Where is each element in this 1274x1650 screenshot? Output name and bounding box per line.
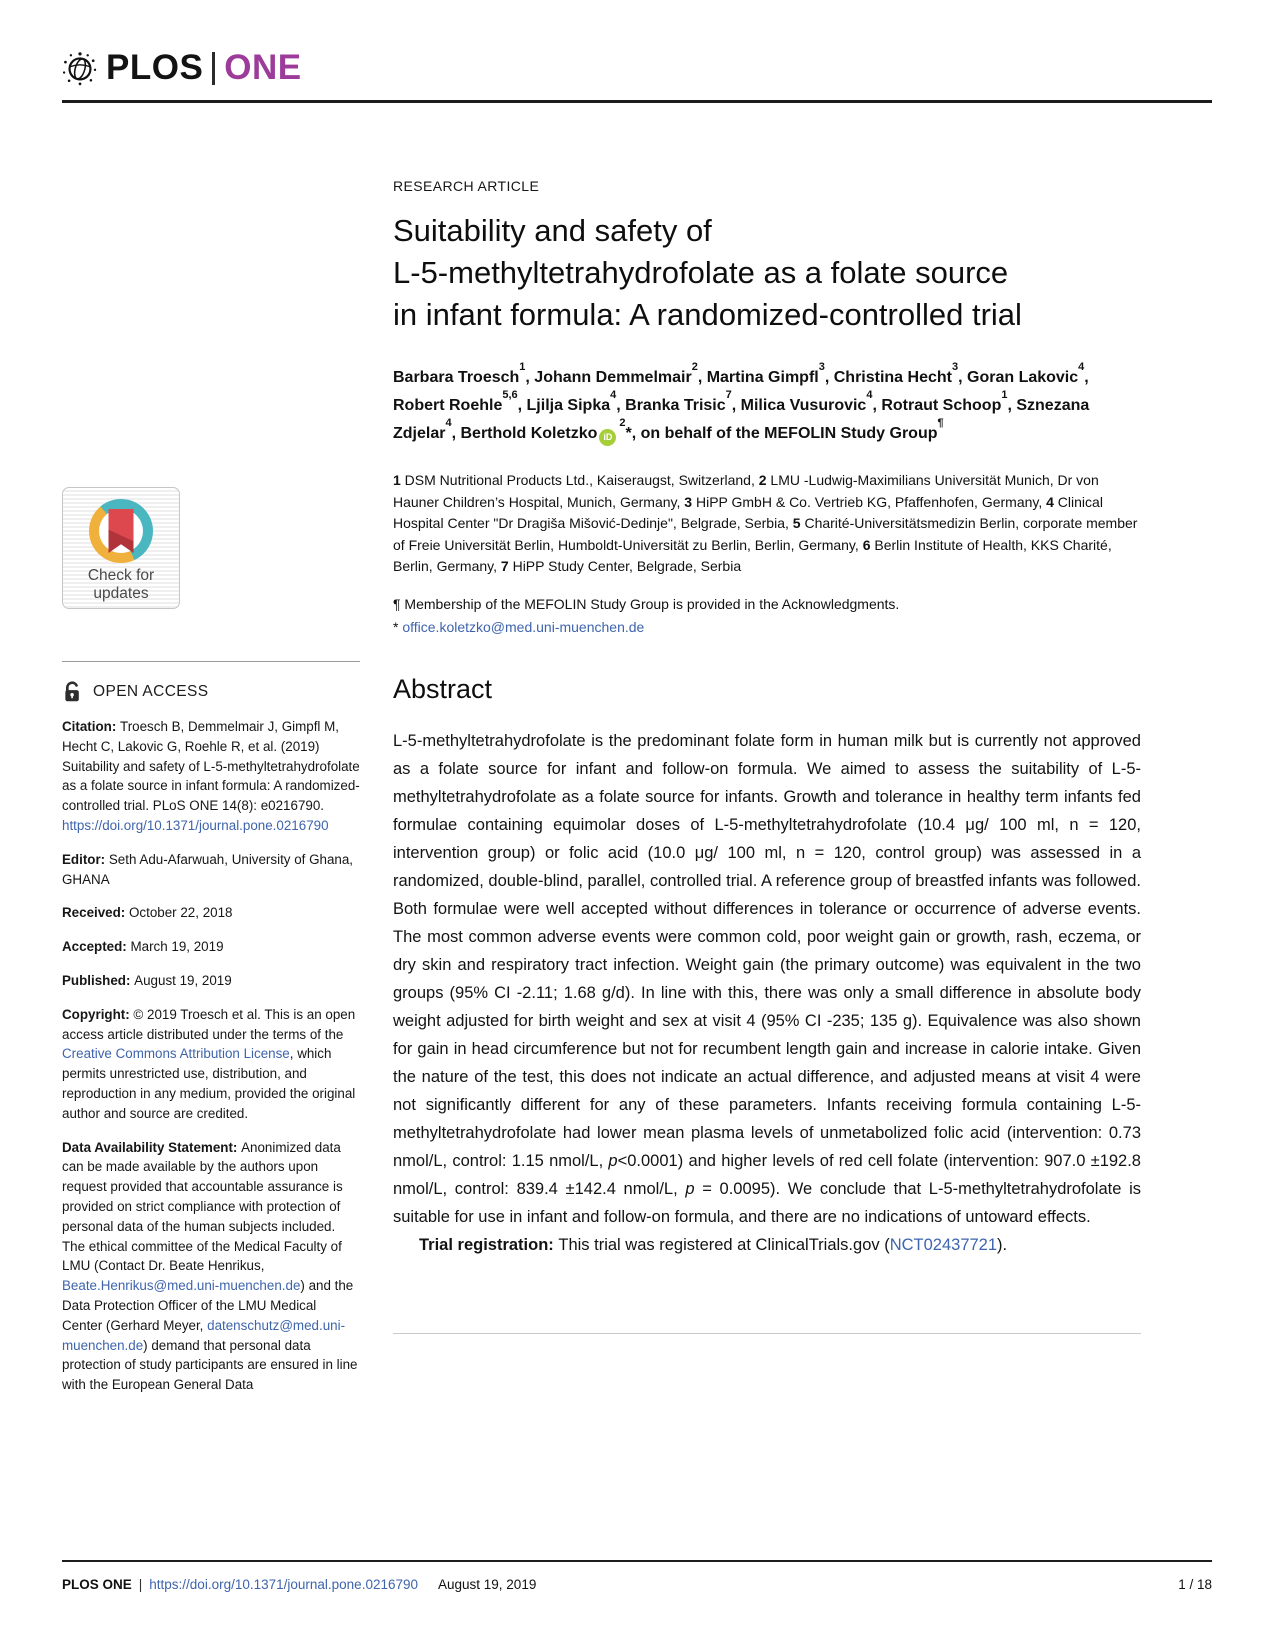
- text-segment: L-5-methyltetrahydrofolate is the predominant folate form in human milk but is currently not approved as a folate source for infant and follow-on formula. We aimed to assess the suitability of L-5-methyltetrahydrofolate as a folate source for infants. Growth and tolerance in healthy term infants fed formulae containing equimolar doses of L-5-methyltetrahydrofolate (10.4 μg/ 100 ml, n = 120, intervention group) or folic acid (10.0 μg/ 100 ml, n = 120, control group) was assessed in a randomized, double-blind, parallel, controlled trial. A reference group of breastfed infants was followed. Both formulae were well accepted without differences in tolerance or occurrence of adverse events. The most common adverse events were common cold, poor weight gain or growth, rash, eczema, or dry skin and respiratory tract infection. Weight gain (the primary outcome) was equivalent in the two groups (95% CI -2.11; 1.68 g/d). In line with this, there was only a small difference in absolute body weight adjusted for birth weight and sex at visit 4 (95% CI -235; 135 g). Equivalence was also shown for gain in head circumference but not for recumbent length gain and increase in calorie intake. Given the nature of the test, this does not indicate an actual difference, and adjusted means at visit 4 were not significantly different for any of these parameters. Infants receiving formula containing L-5-methyltetrahydrofolate had lower mean plasma levels of unmetabolized folic acid (intervention: 0.73 nmol/L, control: 1.15 nmol/L,: [393, 731, 1141, 1170]
- text-segment: , Rotraut Schoop: [872, 397, 1002, 414]
- trial-registration-link[interactable]: NCT02437721: [889, 1235, 998, 1254]
- header-rule: [62, 100, 1212, 103]
- text-segment: 4: [445, 416, 452, 429]
- text-segment: 7: [500, 558, 509, 574]
- text-segment: DSM Nutritional Products Ltd., Kaiseraugst, Switzerland,: [400, 472, 759, 488]
- text-segment: Seth Adu-Afarwuah, University of Ghana, GHANA: [62, 851, 354, 887]
- plos-globe-icon: [60, 48, 100, 88]
- text-segment: 4: [610, 388, 617, 401]
- text-segment: 2: [691, 360, 698, 373]
- text-segment: Received:: [62, 905, 129, 921]
- text-segment: 4: [866, 388, 873, 401]
- abstract-heading: Abstract: [393, 673, 493, 704]
- text-segment: ¶: [937, 416, 944, 429]
- article-type-label: RESEARCH ARTICLE: [393, 178, 540, 194]
- text-segment: This trial was registered at ClinicalTrials.gov (: [558, 1235, 890, 1254]
- text-segment: , Martina Gimpfl: [697, 369, 819, 386]
- datenschutz-email-link[interactable]: datenschutz@med.uni-muenchen.de: [62, 1317, 346, 1353]
- corresponding-email-link[interactable]: office.koletzko@med.uni-muenchen.de: [402, 618, 645, 635]
- text-segment: = 0.0095). We conclude that L-5-methyltetrahydrofolate is suitable for use in infant and follow-on formula, and there are no indications of untoward effects.: [393, 1179, 1141, 1226]
- text-segment: 4: [1078, 360, 1085, 373]
- data-availability-block: [62, 1138, 360, 1395]
- text-segment: Anonimized data can be made available by the authors upon request provided that accountable assurance is provided on strict compliance with protection of personal data of the human subjects included. The ethical committee of the Medical Faculty of LMU (Contact Dr. Beate Henrikus,: [62, 1139, 343, 1274]
- footer-left: [62, 1577, 536, 1592]
- article-main-column: [393, 178, 1141, 1334]
- text-segment: Barbara Troesch: [393, 369, 520, 386]
- text-segment: August 19, 2019: [134, 972, 232, 988]
- open-access-label: OPEN ACCESS: [93, 682, 209, 700]
- text-segment: 1: [393, 472, 401, 488]
- text-segment: *: [393, 618, 403, 635]
- trial-registration-line: [393, 1231, 1141, 1259]
- text-segment: 5,6: [502, 388, 518, 401]
- text-segment: HiPP GmbH & Co. Vertrieb KG, Pfaffenhofen, Germany,: [692, 493, 1047, 510]
- authors-line: [393, 360, 1141, 448]
- text-segment: 7: [725, 388, 732, 401]
- footer: [62, 1577, 1212, 1592]
- text-segment: , Sznezana Zdjelar: [393, 397, 1090, 442]
- footer-page-number: 1 / 18: [1178, 1577, 1212, 1592]
- title-line: in infant formula: A randomized-controlled trial: [393, 297, 1022, 332]
- text-segment: 5: [792, 515, 801, 531]
- article-title: [393, 210, 1141, 336]
- logo-plos-text: PLOS: [106, 48, 204, 87]
- cc-license-link[interactable]: Creative Commons Attribution License: [62, 1046, 290, 1062]
- affiliations-block: [393, 470, 1141, 578]
- text-segment: LMU -Ludwig-Maximilians Universität Munich, Dr von Hauner Children’s Hospital, Munich, Germany,: [393, 472, 1099, 510]
- received-block: [62, 903, 360, 923]
- footer-date: August 19, 2019: [438, 1577, 537, 1592]
- text-segment: 1: [1001, 388, 1008, 401]
- text-segment: Berlin Institute of Health, KKS Charité, Berlin, Germany,: [393, 536, 1112, 574]
- open-access-row: [62, 680, 362, 703]
- text-segment: 2: [619, 416, 626, 429]
- text-segment: 3: [951, 360, 959, 373]
- henrikus-email-link[interactable]: Beate.Henrikus@med.uni-muenchen.de: [62, 1278, 301, 1294]
- text-segment: Trial registration:: [419, 1235, 559, 1254]
- text-segment: October 22, 2018: [129, 905, 233, 921]
- text-segment: March 19, 2019: [130, 939, 224, 955]
- plos-one-logo: [60, 48, 302, 88]
- text-segment: , Milica Vusurovic: [731, 397, 867, 414]
- update-badge-label: Check for updates: [87, 567, 155, 602]
- text-segment: , which permits unrestricted use, distribution, and reproduction in any medium, provided the original author and source are credited.: [62, 1046, 356, 1121]
- citation-doi-link[interactable]: https://doi.org/10.1371/journal.pone.0216790: [62, 817, 329, 833]
- sidebar-divider: [62, 661, 360, 662]
- text-segment: <0.0001) and higher levels of red cell folate (intervention: 907.0 ±192.8 nmol/L, control: 839.4 ±142.4 nmol/L,: [393, 1151, 1141, 1198]
- text-segment: 3: [684, 493, 693, 510]
- text-segment: ) demand that personal data protection of study participants are ensured in line with the European General Data: [62, 1337, 358, 1393]
- text-segment: Editor:: [62, 851, 109, 867]
- text-segment: , Branka Trisic: [616, 397, 726, 414]
- check-for-updates-badge[interactable]: [62, 487, 180, 609]
- text-segment: Troesch B, Demmelmair J, Gimpfl M, Hecht C, Lakovic G, Roehle R, et al. (2019) Suitability and safety of L-5-methyltetrahydrofolate as a folate source in infant formula: A randomized-controlled trial. PLoS ONE 14(8): e0216790.: [62, 719, 360, 814]
- update-ring-icon: [89, 499, 153, 563]
- accepted-block: [62, 937, 360, 957]
- text-segment: *, on behalf of the MEFOLIN Study Group: [625, 425, 938, 442]
- text-segment: 1: [519, 360, 526, 373]
- text-segment: 6: [862, 536, 871, 553]
- title-line: Suitability and safety of: [393, 213, 712, 248]
- orcid-icon[interactable]: iD: [599, 429, 616, 446]
- text-segment: , Goran Lakovic: [958, 369, 1079, 386]
- text-segment: 3: [818, 360, 825, 373]
- citation-block: [62, 717, 360, 836]
- text-segment: Copyright:: [62, 1006, 134, 1022]
- text-segment: Citation:: [62, 719, 121, 734]
- text-segment: Published:: [62, 972, 135, 988]
- text-segment: , Berthold Koletzko: [451, 425, 598, 442]
- logo-one-text: ONE: [224, 48, 302, 87]
- footer-rule: [62, 1560, 1212, 1562]
- text-segment: p: [608, 1151, 618, 1170]
- text-segment: , Johann Demmelmair: [525, 369, 692, 386]
- footer-doi-link[interactable]: https://doi.org/10.1371/journal.pone.0216790: [149, 1577, 418, 1592]
- title-line: L-5-methyltetrahydrofolate as a folate source: [393, 255, 1009, 290]
- text-segment: , Robert Roehle: [393, 369, 1089, 414]
- corresponding-author-line: [393, 617, 1141, 638]
- published-block: [62, 971, 360, 991]
- text-segment: Accepted:: [62, 939, 131, 955]
- editor-block: [62, 850, 360, 890]
- abstract-divider: [393, 1333, 1141, 1334]
- membership-note: ¶ Membership of the MEFOLIN Study Group is provided in the Acknowledgments.: [393, 595, 900, 612]
- abstract-text: [393, 727, 1141, 1231]
- copyright-block: [62, 1005, 360, 1124]
- sidebar: [62, 487, 362, 1395]
- text-segment: Data Availability Statement:: [62, 1139, 242, 1155]
- text-segment: p: [685, 1179, 695, 1198]
- text-segment: , Ljilja Sipka: [517, 397, 611, 414]
- open-lock-icon: [62, 680, 85, 703]
- text-segment: , Christina Hecht: [824, 369, 952, 386]
- footer-journal-name: PLOS ONE: [62, 1577, 132, 1592]
- footer-separator: |: [138, 1577, 143, 1592]
- text-segment: Charité-Universitätsmedizin Berlin, corporate member of Freie Universität Berlin, Humboldt-Universität zu Berlin, Berlin, Germany,: [393, 515, 1138, 553]
- text-segment: ) and the Data Protection Officer of the LMU Medical Center (Gerhard Meyer,: [62, 1278, 354, 1333]
- text-segment: 2: [758, 472, 767, 488]
- text-segment: ).: [997, 1235, 1008, 1254]
- text-segment: © 2019 Troesch et al. This is an open access article distributed under the terms of the: [62, 1006, 356, 1042]
- text-segment: Clinical Hospital Center "Dr Dragiša Mišović-Dedinje", Belgrade, Serbia,: [393, 493, 1103, 531]
- text-segment: 4: [1046, 493, 1054, 510]
- logo-divider: [212, 52, 215, 85]
- text-segment: HiPP Study Center, Belgrade, Serbia: [508, 558, 742, 574]
